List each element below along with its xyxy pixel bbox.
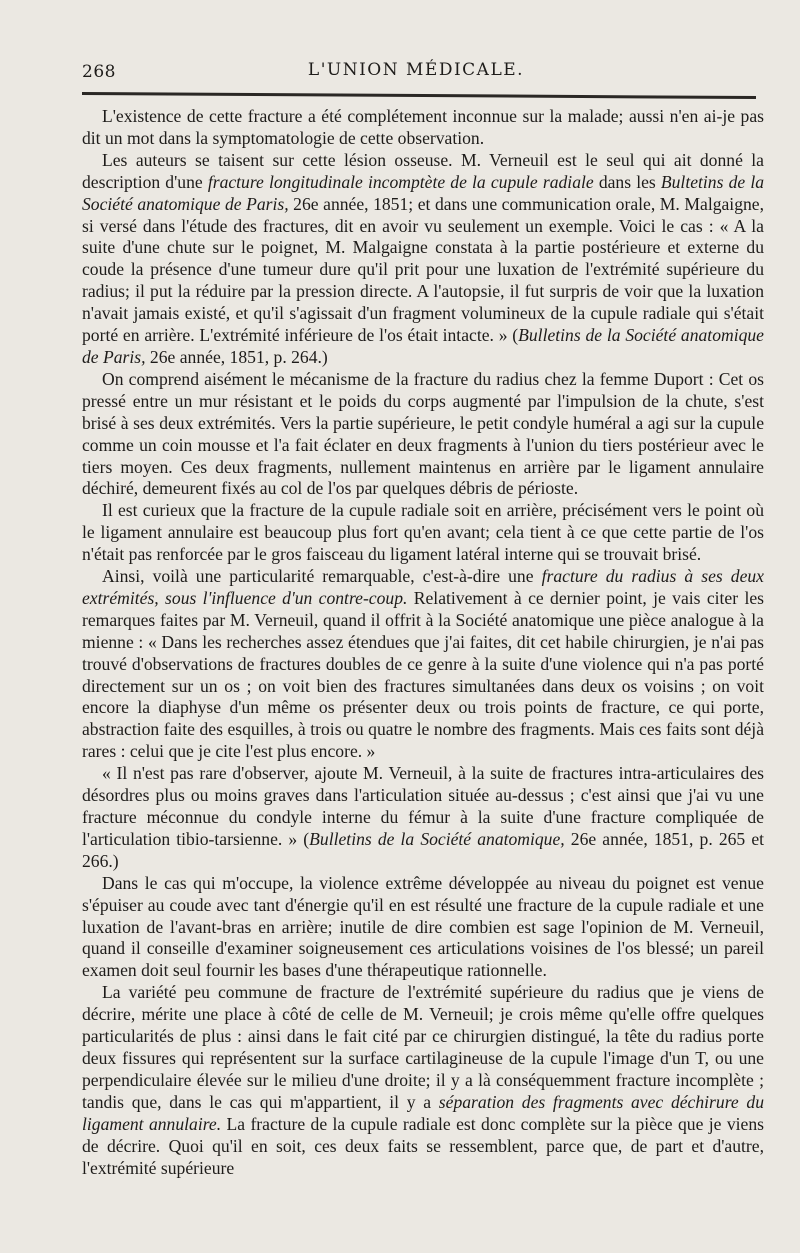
paragraph-1-text: L'existence de cette fracture a été complétement inconnue sur la malade; aussi n'en ai-je pas dit un mot dans la symptomatologie de cette observation. [82, 106, 764, 148]
paragraph-1 [82, 106, 764, 150]
paragraph-2-text-c: 26e année, 1851; et dans une communication orale, M. Malgaigne, si versé dans l'étude des fractures, dit en avoir vu seulement un exemple. Voici le cas : « A la suite d'une chute sur le poignet, M. Malgaigne constata à la partie postérieure et externe du coude la présence d'une tumeur dure qu'il prit pour une luxation de l'extrémité supérieure du radius; il put la réduire par la pression directe. A l'autopsie, il fut surpris de voir que la luxation n'avait jamais existé, et qu'il s'agissait d'un fragment volumineux de la cupule radiale qui s'était porté en arrière. L'extrémité inférieure de l'os était intacte. » ( [82, 193, 764, 346]
paragraph-2-text-d: 26e année, 1851, p. 264.) [145, 346, 328, 367]
paragraph-2-italic-1: fracture longitudinale incomptète de la cupule radiale [207, 171, 594, 192]
paragraph-7 [82, 873, 764, 983]
paragraph-8-italic-1: séparation des fragments avec déchirure du ligament annulaire. [82, 1091, 764, 1134]
paragraph-2 [82, 150, 764, 369]
paragraph-4-text: Il est curieux que la fracture de la cupule radiale soit en arrière, précisément vers le point où le ligament annulaire est beaucoup plus fort qu'en avant; cela tient à ce que cette partie de l'os n'était pas renforcée par le gros faisceau du ligament latéral interne qui se trouvait brisé. [82, 500, 764, 565]
paragraph-6-italic-1: Bulletins de la Société anatomique, [309, 828, 565, 849]
paragraph-6 [82, 763, 764, 873]
paragraph-2-text-a: Les auteurs se taisent sur cette lésion osseuse. M. Verneuil est le seul qui ait donné la description d'une [82, 149, 764, 192]
paragraph-2-text-b: dans les [593, 171, 661, 192]
paragraph-3 [82, 369, 764, 500]
paragraph-5-text-a: Ainsi, voilà une particularité remarquable, c'est-à-dire une [102, 566, 542, 587]
page-header [72, 56, 760, 86]
body-text [82, 106, 764, 1179]
paragraph-8-text-a: La variété peu commune de fracture de l'extrémité supérieure du radius que je viens de décrire, mérite une place à côté de celle de M. Verneuil; je crois même qu'elle offre quelques particularités de plus : ainsi dans le fait cité par ce chirurgien distingué, la tête du radius porte deux fissures qui représentent sur la surface cartilagineuse de la cupule l'image d'un T, ou une perpendiculaire élevée sur le milieu d'une droite; il y a là conséquemment fracture incomplète ; tandis que, dans le cas qui m'appartient, il y a [82, 982, 764, 1112]
header-rule [82, 92, 756, 99]
paragraph-2-italic-3: Bulletins de la Société anatomique de Paris, [82, 325, 764, 367]
paragraph-5-italic-1: fracture du radius à ses deux extrémités, sous l'influence d'un contre-coup. [82, 566, 764, 608]
paragraph-7-text: Dans le cas qui m'occupe, la violence extrême développée au niveau du poignet est venue s'épuiser au coude avec tant d'énergie qu'il en est résulté une fracture de la cupule radiale et une luxation de l'avant-bras en arrière; inutile de dire combien est sage l'opinion de M. Verneuil, quand il conseille d'examiner soigneusement ces articulations voisines de l'os blessé; un pareil examen doit seul fournir les bases d'une thérapeutique rationnelle. [82, 872, 764, 981]
paragraph-2-italic-2: Bultetins de la Société anatomique de Paris, [82, 171, 764, 214]
paragraph-5-text-b: Relativement à ce dernier point, je vais citer les remarques faites par M. Verneuil, quand il offrit à la Société anatomique une pièce analogue à la mienne : « Dans les recherches assez étendues que j'ai faites, dit cet habile chirurgien, je n'ai pas trouvé d'observations de fractures doubles de ce genre à la suite d'une violence qui n'a pas porté directement sur un os ; on voit bien des fractures simultanées dans deux os voisins ; on voit encore la diaphyse d'un même os présenter deux ou trois points de fracture, ce qui porte, abstraction faite des esquilles, à trois ou quatre le nombre des fragments. Mais ces faits sont déjà rares : celui que je cite l'est plus encore. » [82, 587, 764, 762]
page-number: 268 [82, 62, 116, 82]
paragraph-8-text-b: La fracture de la cupule radiale est donc complète sur la pièce que je viens de décrire. Quoi qu'il en soit, ces deux faits se ressemblent, parce que, de part et d'autre, l'extrémité supérieure [82, 1113, 764, 1178]
paragraph-3-text: On comprend aisément le mécanisme de la fracture du radius chez la femme Duport : Cet os pressé entre un mur résistant et le poids du corps augmenté par l'impulsion de la chute, s'est brisé à ses deux extrémités. Vers la partie supérieure, le petit condyle huméral a agi sur la cupule comme un coin mousse et l'a fait éclater en deux fragments à l'union du tiers postérieur avec le tiers moyen. Ces deux fragments, nullement maintenus en arrière par le ligament annulaire déchiré, demeurent fixés au col de l'os par quelques débris de périoste. [82, 368, 764, 499]
paragraph-8 [82, 982, 764, 1179]
paragraph-4 [82, 500, 764, 566]
paragraph-6-text-b: 26e année, 1851, p. 265 et 266.) [82, 828, 765, 871]
running-title: L'UNION MÉDICALE. [307, 60, 525, 80]
paragraph-5 [82, 566, 764, 763]
paragraph-6-text-a: « Il n'est pas rare d'observer, ajoute M. Verneuil, à la suite de fractures intra-articulaires des désordres plus ou moins graves dans l'articulation située au-dessus ; c'est ainsi que j'ai vu une fracture méconnue du condyle interne du fémur à la suite d'une fracture compliquée de l'articulation tibio-tarsienne. » ( [82, 763, 764, 849]
